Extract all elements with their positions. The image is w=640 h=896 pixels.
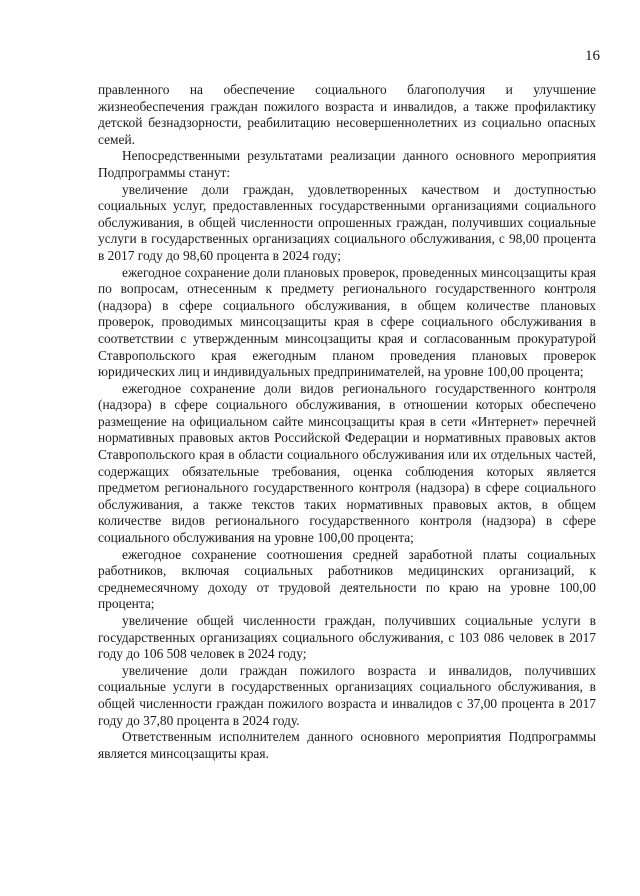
paragraph-responsible-executor: Ответственным исполнителем данного основного мероприятия Подпрограммы является минсоцзащиты края.: [98, 729, 596, 761]
page-number: 16: [585, 48, 600, 64]
paragraph-result-service-recipients: увеличение общей численности граждан, получивших социальные услуги в государственных организациях социального обслуживания, с 103 086 человек в 2017 году до 106 508 человек в 2024 году;: [98, 613, 596, 662]
paragraph-results-intro: Непосредственными результатами реализации данного основного мероприятия Подпрограммы станут:: [98, 148, 596, 180]
paragraph-result-salary-ratio: ежегодное сохранение соотношения средней заработной платы социальных работников, включая социальных работников медицинских организаций, к среднемесячному доходу от трудовой деятельности по краю на уровне 100,00 процента;: [98, 546, 596, 612]
paragraph-result-satisfaction: увеличение доли граждан, удовлетворенных качеством и доступностью социальных услуг, предоставленных государственными организациями социального обслуживания, в общей численности опрошенных граждан, получивших социальные услуги в государственных организациях социального обслуживания, с 98,00 процента в 2017 году до 98,60 процента в 2024 году;: [98, 181, 596, 263]
document-body: [98, 82, 596, 762]
paragraph-result-inspections: ежегодное сохранение доли плановых проверок, проведенных минсоцзащиты края по вопросам, отнесенным к предмету регионального государственного контроля (надзора) в сфере социального обслуживания, в общем количестве плановых проверок, проводимых минсоцзащиты края в сфере социального обслуживания в соответствии с утвержденным минсоцзащиты края и согласованным прокуратурой Ставропольского края ежегодным планом проведения плановых проверок юридических лиц и индивидуальных предпринимателей, на уровне 100,00 процента;: [98, 264, 596, 380]
paragraph-result-control-types: ежегодное сохранение доли видов регионального государственного контроля (надзора) в сфере социального обслуживания, в отношении которых обеспечено размещение на официальном сайте минсоцзащиты края в сети «Интернет» перечней нормативных правовых актов Российской Федерации и нормативных правовых актов Ставропольского края в области социального обслуживания или их отдельных частей, содержащих обязательные требования, оценка соблюдения которых является предметом регионального государственного контроля (надзора) в сфере социального обслуживания, а также текстов таких нормативных правовых актов, в общем количестве видов регионального государственного контроля (надзора) в сфере социального обслуживания на уровне 100,00 процента;: [98, 380, 596, 546]
paragraph-result-elderly-share: увеличение доли граждан пожилого возраста и инвалидов, получивших социальные услуги в государственных организациях социального обслуживания, в общей численности граждан пожилого возраста и инвалидов с 37,00 процента в 2017 году до 37,80 процента в 2024 году.: [98, 662, 596, 728]
paragraph-continuation: правленного на обеспечение социального благополучия и улучшение жизнеобеспечения граждан пожилого возраста и инвалидов, а также профилактику детской безнадзорности, реабилитацию несовершеннолетних из социально опасных семей.: [98, 82, 596, 147]
